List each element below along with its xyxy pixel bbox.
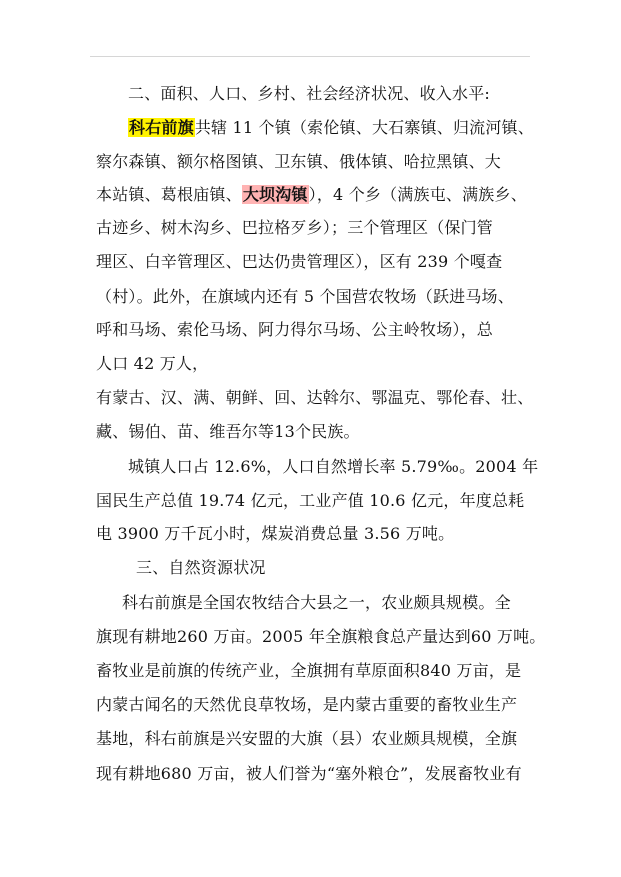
line-text: 共辖 11 个镇（索伦镇、大石寨镇、归流河镇、: [194, 118, 534, 137]
paragraph-line: 科右前旗是全国农牧结合大县之一，农业颇具规模。全: [122, 593, 511, 612]
paragraph-line: 现有耕地680 万亩，被人们誉为“塞外粮仓”，发展畜牧业有: [96, 764, 522, 783]
paragraph-line: 内蒙古闻名的天然优良草牧场，是内蒙古重要的畜牧业生产: [96, 695, 518, 714]
page-header-rule: [90, 56, 530, 57]
paragraph-line: 呼和马场、索伦马场、阿力得尔马场、公主岭牧场），总: [96, 320, 494, 339]
paragraph-line: 人口 42 万人，: [96, 354, 209, 373]
section-3-heading: 三、自然资源状况: [136, 558, 266, 577]
section-2-heading: 二、面积、人口、乡村、社会经济状况、收入水平:: [128, 84, 490, 103]
paragraph-line: [96, 185, 527, 205]
line-text: 本站镇、葛根庙镇、: [96, 185, 242, 204]
paragraph-line: 基地，科右前旗是兴安盟的大旗（县）农业颇具规模，全旗: [96, 729, 518, 748]
paragraph-line: 理区、白辛管理区、巴达仍贵管理区），区有 239 个嘎查: [96, 252, 503, 271]
paragraph-line: 畜牧业是前旗的传统产业，全旗拥有草原面积840 万亩，是: [96, 661, 522, 680]
highlight-county-name: 科右前旗: [129, 118, 194, 137]
paragraph-line: 国民生产总值 19.74 亿元，工业产值 10.6 亿元，年度总耗: [96, 491, 525, 510]
paragraph-line: （村）。此外，在旗域内还有 5 个国营农牧场（跃进马场、: [96, 287, 514, 306]
highlight-town-name: 大坝沟镇: [242, 185, 308, 204]
paragraph-line: 有蒙古、汉、满、朝鲜、回、达斡尔、鄂温克、鄂伦春、壮、: [96, 388, 534, 407]
paragraph-line: 城镇人口占 12.6%，人口自然增长率 5.79‰。2004 年: [128, 457, 539, 476]
paragraph-line: 电 3900 万千瓦小时，煤炭消费总量 3.56 万吨。: [96, 524, 455, 543]
paragraph-line: 察尔森镇、额尔格图镇、卫东镇、俄体镇、哈拉黑镇、大: [96, 152, 502, 171]
line-text: ），4 个乡（满族屯、满族乡、: [308, 185, 527, 204]
paragraph-line: 旗现有耕地260 万亩。2005 年全旗粮食总产量达到60 万吨。: [96, 627, 546, 646]
paragraph-line: 古迹乡、树木沟乡、巴拉格歹乡）；三个管理区（保门管: [96, 218, 494, 237]
paragraph-line: 藏、锡伯、苗、维吾尔等13个民族。: [96, 422, 360, 441]
paragraph-line: [128, 118, 534, 138]
